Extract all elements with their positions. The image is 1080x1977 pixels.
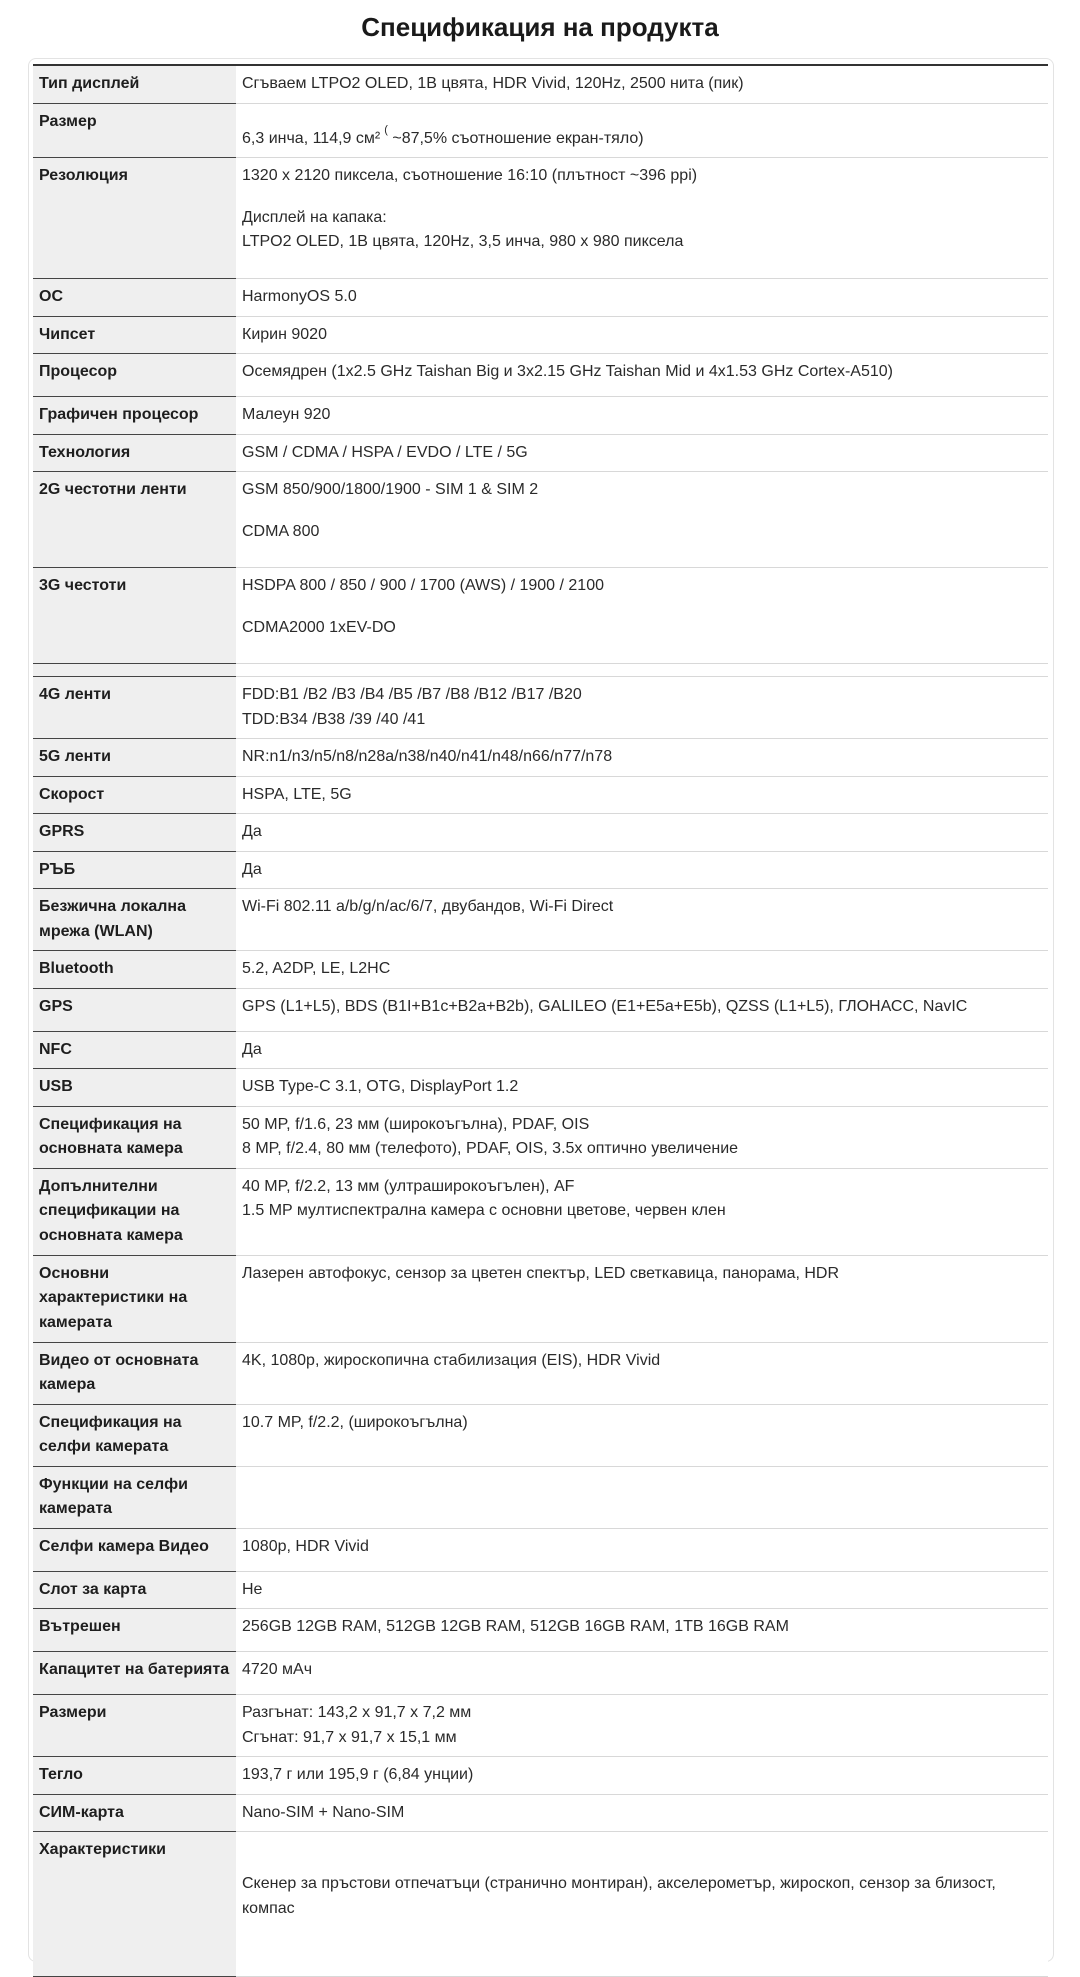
- spec-value-line: Скенер за пръстови отпечатъци (странично монтиран), акселерометър, жироскоп, сензор за близост,: [242, 1875, 996, 1892]
- spec-value-line: TDD:B34 /B38 /39 /40 /41: [242, 710, 426, 728]
- page-title: Спецификация на продукта: [361, 12, 719, 42]
- spec-value-line: 6,3 инча, 114,9 см²: [242, 129, 381, 147]
- spec-value: [236, 1404, 1048, 1466]
- spec-value-line: LTPO2 OLED, 1B цвята, 120Hz, 3,5 инча, 980 x 980 пиксела: [242, 233, 684, 250]
- spec-value-line: HSPA, LTE, 5G: [242, 785, 352, 803]
- spec-value: [236, 1794, 1048, 1832]
- spec-label: Графичен процесор: [33, 397, 236, 435]
- spec-label: Вътрешен: [33, 1609, 236, 1652]
- spec-row: [33, 354, 1048, 397]
- spec-row: [33, 951, 1048, 989]
- spec-row: [33, 1168, 1048, 1255]
- spec-label: Основни характеристики на камерата: [33, 1255, 236, 1342]
- spec-label: [33, 664, 236, 677]
- spec-label: Спецификация на основната камера: [33, 1106, 236, 1168]
- spec-value-line: [242, 189, 1042, 206]
- spec-label: Bluetooth: [33, 951, 236, 989]
- spec-label: 4G ленти: [33, 677, 236, 739]
- spec-value: [236, 1106, 1048, 1168]
- spec-value: [236, 434, 1048, 472]
- spec-value-line: Да: [242, 1040, 262, 1058]
- spec-value-line: CDMA2000 1xEV-DO: [242, 618, 396, 636]
- spec-value-line: 50 MP, f/1.6, 23 мм (широкоъгълна), PDAF, OIS: [242, 1115, 590, 1133]
- spec-label: Процесор: [33, 354, 236, 397]
- spec-value-line: Nano-SIM + Nano-SIM: [242, 1803, 405, 1821]
- spec-row: [33, 1255, 1048, 1342]
- spec-row: [33, 988, 1048, 1031]
- spec-label: Размер: [33, 103, 236, 158]
- spec-row: [33, 103, 1048, 158]
- spec-row: [33, 1652, 1048, 1695]
- spec-label: ОС: [33, 279, 236, 317]
- spec-table-body: [33, 65, 1048, 1977]
- spec-label: Тегло: [33, 1757, 236, 1795]
- spec-row: [33, 1031, 1048, 1069]
- spec-row: [33, 889, 1048, 951]
- spec-value: [236, 1571, 1048, 1609]
- spec-value-line: Кирин 9020: [242, 325, 327, 343]
- spec-row: [33, 279, 1048, 317]
- spec-value: [236, 65, 1048, 103]
- spec-label: Тип дисплей: [33, 65, 236, 103]
- spec-value-line: Разгънат: 143,2 x 91,7 x 7,2 мм: [242, 1704, 472, 1721]
- spec-value: [236, 1168, 1048, 1255]
- spec-value-line: GSM / CDMA / HSPA / EVDO / LTE / 5G: [242, 443, 528, 461]
- spec-label: Капацитет на батерията: [33, 1652, 236, 1695]
- spec-value: [236, 664, 1048, 677]
- spec-value: [236, 397, 1048, 435]
- spec-value: [236, 1069, 1048, 1107]
- spec-label: Допълнителни спецификации на основната камера: [33, 1168, 236, 1255]
- spec-value-line: ~87,5% съотношение екран-тяло): [392, 129, 644, 147]
- spec-value-line: 256GB 12GB RAM, 512GB 12GB RAM, 512GB 16GB RAM, 1TB 16GB RAM: [242, 1618, 789, 1635]
- spec-value-line: GPS (L1+L5), BDS (B1I+B1c+B2a+B2b), GALILEO (E1+E5a+E5b), QZSS (L1+L5), ГЛОНАСС, NavIC: [242, 997, 968, 1015]
- spec-value: [236, 568, 1048, 664]
- spec-value: [236, 158, 1048, 279]
- spec-row: [33, 739, 1048, 777]
- spec-value-line: 193,7 г или 195,9 г (6,84 унции): [242, 1766, 474, 1783]
- spec-value-line: Малеун 920: [242, 406, 331, 423]
- spec-row: [33, 397, 1048, 435]
- spec-value-line: Да: [242, 823, 262, 840]
- spec-value-line: Да: [242, 860, 262, 878]
- spec-value: [236, 1342, 1048, 1404]
- spec-label: 3G честоти: [33, 568, 236, 664]
- spec-value-line: GSM 850/900/1800/1900 - SIM 1 & SIM 2: [242, 481, 539, 498]
- spec-value-line: CDMA 800: [242, 522, 320, 540]
- spec-label: GPRS: [33, 814, 236, 852]
- spec-table: [33, 64, 1048, 1977]
- spec-row: [33, 1404, 1048, 1466]
- spec-row: [33, 472, 1048, 568]
- spec-row: [33, 1794, 1048, 1832]
- spec-value: [236, 776, 1048, 814]
- spec-label: Чипсет: [33, 316, 236, 354]
- spec-row: [33, 158, 1048, 279]
- spec-label: Селфи камера Видео: [33, 1528, 236, 1571]
- spec-row: [33, 776, 1048, 814]
- spec-value-line: Лазерен автофокус, сензор за цветен спектър, LED светкавица, панорама, HDR: [242, 1264, 840, 1282]
- spec-value-line: компас: [242, 1899, 295, 1917]
- spec-row: [33, 1757, 1048, 1795]
- spec-value-line: Не: [242, 1580, 263, 1598]
- spec-label: Спецификация на селфи камерата: [33, 1404, 236, 1466]
- spec-label: Видео от основната камера: [33, 1342, 236, 1404]
- spec-value-line: 4K, 1080p, жироскопична стабилизация (EIS), HDR Vivid: [242, 1351, 661, 1369]
- spec-value: [236, 951, 1048, 989]
- spec-value-line: Wi-Fi 802.11 a/b/g/n/ac/6/7, двубандов, Wi-Fi Direct: [242, 898, 614, 915]
- spec-row: [33, 1106, 1048, 1168]
- spec-label: РЪБ: [33, 851, 236, 889]
- spec-value: [236, 1528, 1048, 1571]
- spec-label: Резолюция: [33, 158, 236, 279]
- spec-value: [236, 814, 1048, 852]
- spec-value: [236, 1832, 1048, 1977]
- spec-value: [236, 739, 1048, 777]
- spec-row: [33, 316, 1048, 354]
- spec-value-line: HSDPA 800 / 850 / 900 / 1700 (AWS) / 1900 / 2100: [242, 577, 604, 594]
- spec-label: 5G ленти: [33, 739, 236, 777]
- spec-value: [236, 1695, 1048, 1757]
- spec-value-line: 1.5 MP мултиспектрална камера с основни цветове, червен клен: [242, 1202, 726, 1219]
- spec-value: [236, 889, 1048, 951]
- spec-row: [33, 851, 1048, 889]
- spec-row: [33, 65, 1048, 103]
- spec-label: Технология: [33, 434, 236, 472]
- spec-value-line: 10.7 MP, f/2.2, (широкоъгълна): [242, 1413, 468, 1431]
- spec-value: [236, 1466, 1048, 1528]
- spec-value: [236, 103, 1048, 158]
- spec-value-line: [242, 599, 1042, 616]
- spec-value: [236, 1757, 1048, 1795]
- spec-label: Функции на селфи камерата: [33, 1466, 236, 1528]
- spec-value-line: [242, 503, 1042, 520]
- spec-label: СИМ-карта: [33, 1794, 236, 1832]
- spec-value-line: [242, 1838, 1042, 1855]
- spec-row: [33, 1832, 1048, 1977]
- superscript-mark: (: [384, 123, 388, 136]
- spec-value-line: Сгънат: 91,7 x 91,7 x 15,1 мм: [242, 1728, 457, 1746]
- spec-value-line: 5.2, A2DP, LE, L2HC: [242, 960, 391, 977]
- spec-value: [236, 851, 1048, 889]
- spec-label: NFC: [33, 1031, 236, 1069]
- spec-row: [33, 664, 1048, 677]
- spec-row: [33, 1342, 1048, 1404]
- spec-value-line: NR:n1/n3/n5/n8/n28a/n38/n40/n41/n48/n66/n77/n78: [242, 748, 613, 765]
- spec-label: 2G честотни ленти: [33, 472, 236, 568]
- spec-row: [33, 1466, 1048, 1528]
- spec-value: [236, 279, 1048, 317]
- spec-value-line: Дисплей на капака:: [242, 208, 387, 226]
- spec-value-line: HarmonyOS 5.0: [242, 288, 357, 305]
- spec-value-line: 8 MP, f/2.4, 80 мм (телефото), PDAF, OIS, 3.5x оптично увеличение: [242, 1140, 739, 1157]
- spec-row: [33, 1571, 1048, 1609]
- spec-value: [236, 1255, 1048, 1342]
- spec-label: Безжична локална мрежа (WLAN): [33, 889, 236, 951]
- spec-label: Размери: [33, 1695, 236, 1757]
- spec-label: USB: [33, 1069, 236, 1107]
- spec-value-line: 1320 x 2120 пиксела, съотношение 16:10 (плътност ~396 ppi): [242, 167, 698, 184]
- spec-label: Характеристики: [33, 1832, 236, 1977]
- spec-value-line: [242, 1855, 1042, 1872]
- spec-row: [33, 1695, 1048, 1757]
- spec-label: Слот за карта: [33, 1571, 236, 1609]
- spec-value-line: Сгъваем LTPO2 OLED, 1B цвята, HDR Vivid, 120Hz, 2500 нита (пик): [242, 75, 744, 92]
- spec-value: [236, 472, 1048, 568]
- spec-row: [33, 434, 1048, 472]
- spec-value-line: FDD:B1 /B2 /B3 /B4 /B5 /B7 /B8 /B12 /B17 /B20: [242, 686, 582, 703]
- spec-value: [236, 1031, 1048, 1069]
- spec-row: [33, 568, 1048, 664]
- spec-row: [33, 1528, 1048, 1571]
- spec-value: [236, 988, 1048, 1031]
- spec-row: [33, 677, 1048, 739]
- spec-value: [236, 1609, 1048, 1652]
- spec-value-line: 1080p, HDR Vivid: [242, 1537, 369, 1555]
- spec-value-line: 4720 мАч: [242, 1661, 313, 1678]
- spec-label: GPS: [33, 988, 236, 1031]
- spec-row: [33, 1069, 1048, 1107]
- spec-value: [236, 354, 1048, 397]
- spec-row: [33, 814, 1048, 852]
- spec-value: [236, 677, 1048, 739]
- spec-value-line: Осемядрен (1x2.5 GHz Taishan Big и 3x2.15 GHz Taishan Mid и 4x1.53 GHz Cortex-A510): [242, 363, 893, 380]
- spec-value-line: 40 MP, f/2.2, 13 мм (ултраширокоъгълен), AF: [242, 1177, 575, 1195]
- spec-row: [33, 1609, 1048, 1652]
- spec-value: [236, 316, 1048, 354]
- spec-value: [236, 1652, 1048, 1695]
- spec-value-line: USB Type-C 3.1, OTG, DisplayPort 1.2: [242, 1078, 519, 1095]
- spec-label: Скорост: [33, 776, 236, 814]
